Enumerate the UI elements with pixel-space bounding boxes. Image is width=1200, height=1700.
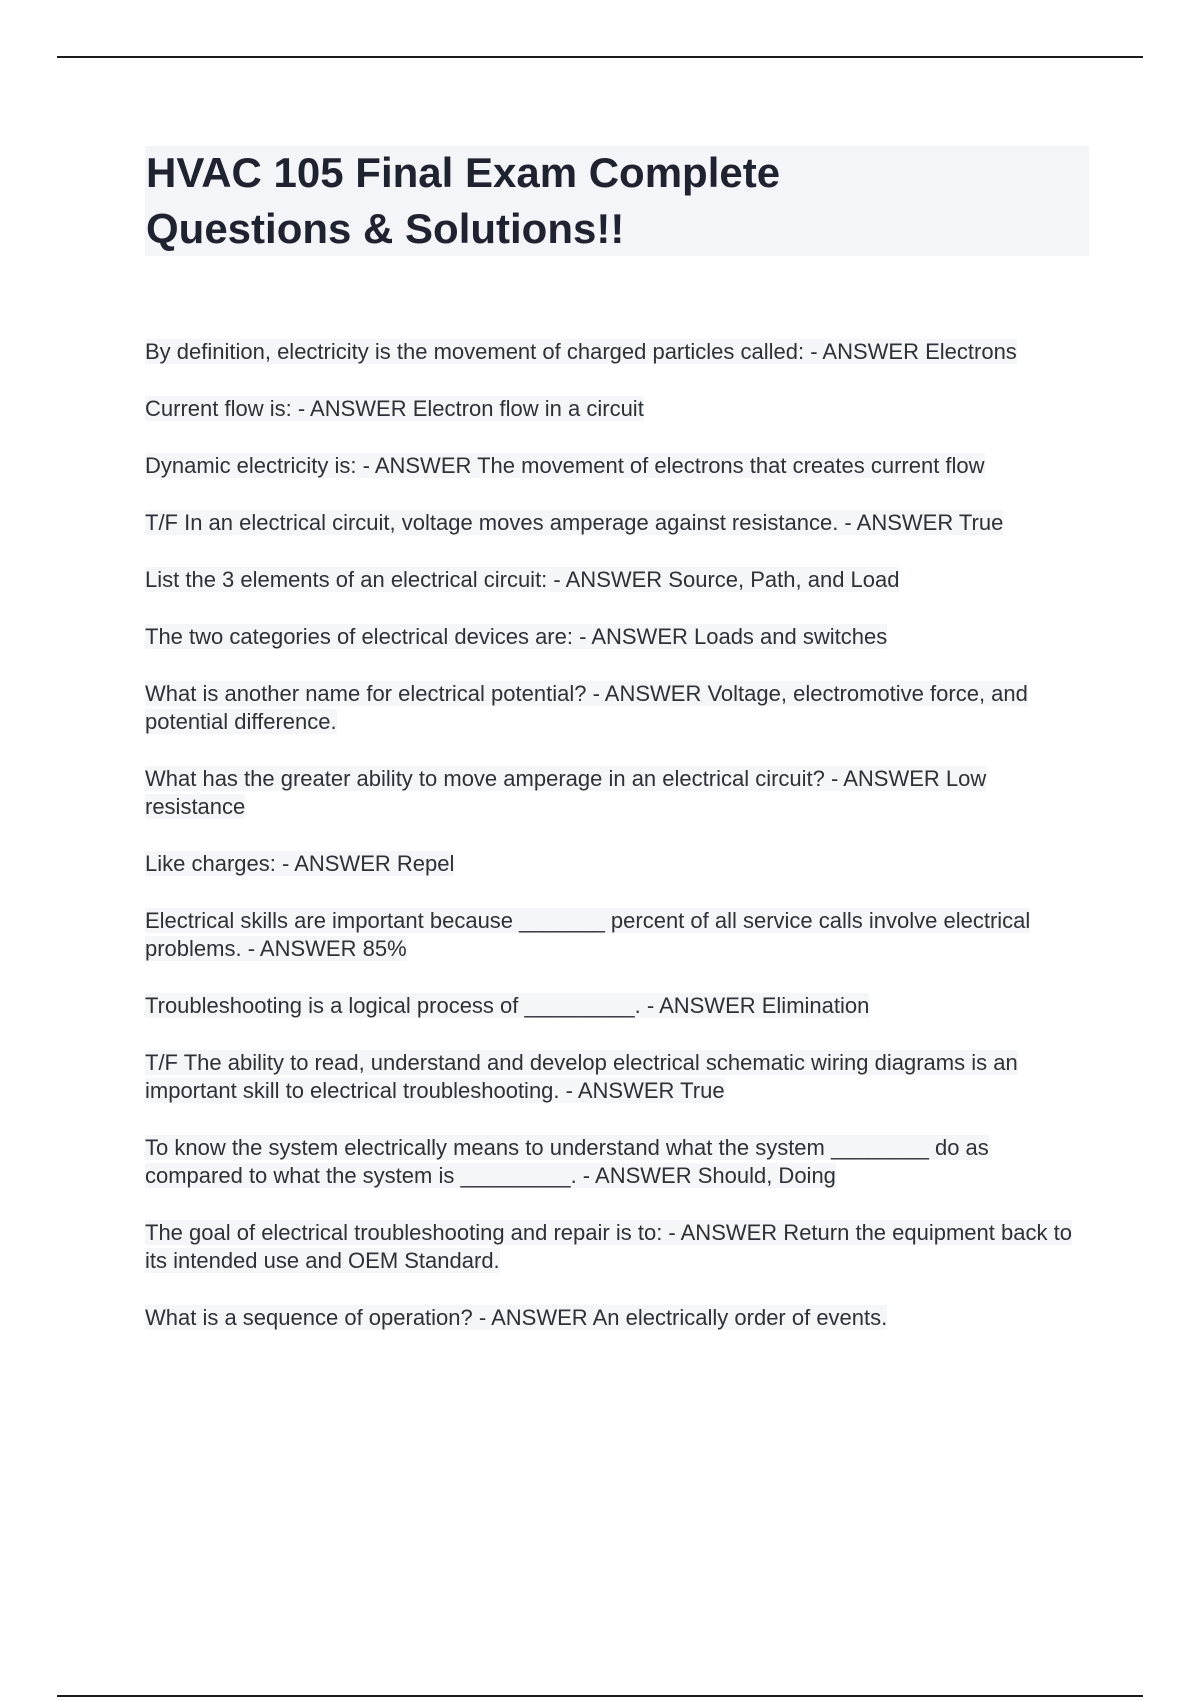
title-line-1: HVAC 105 Final Exam Complete	[146, 149, 781, 196]
bottom-rule	[57, 1695, 1143, 1697]
qa-item: What is another name for electrical potential? - ANSWER Voltage, electromotive force, and potential difference.	[145, 681, 1028, 734]
qa-item: What is a sequence of operation? - ANSWER An electrically order of events.	[145, 1305, 888, 1330]
qa-item: Like charges: - ANSWER Repel	[145, 851, 455, 876]
title-block	[145, 146, 1089, 256]
qa-item: By definition, electricity is the movement of charged particles called: - ANSWER Electrons	[145, 339, 1017, 364]
title-line-2: Questions & Solutions!!	[146, 205, 625, 252]
qa-item: T/F The ability to read, understand and develop electrical schematic wiring diagrams is an important skill to electrical troubleshooting. - ANSWER True	[145, 1050, 1018, 1103]
qa-item: To know the system electrically means to understand what the system ________ do as compared to what the system is _________. - ANSWER Should, Doing	[145, 1135, 989, 1188]
qa-item: Current flow is: - ANSWER Electron flow in a circuit	[145, 396, 644, 421]
qa-item: Electrical skills are important because _______ percent of all service calls involve electrical problems. - ANSWER 85%	[145, 908, 1031, 961]
qa-item: T/F In an electrical circuit, voltage moves amperage against resistance. - ANSWER True	[145, 510, 1004, 535]
qa-list	[145, 338, 1090, 1361]
page-title	[146, 145, 1090, 257]
qa-item: Dynamic electricity is: - ANSWER The movement of electrons that creates current flow	[145, 453, 985, 478]
qa-item: Troubleshooting is a logical process of _________. - ANSWER Elimination	[145, 993, 870, 1018]
qa-item: What has the greater ability to move amperage in an electrical circuit? - ANSWER Low resistance	[145, 766, 987, 819]
qa-item: The two categories of electrical devices are: - ANSWER Loads and switches	[145, 624, 888, 649]
top-rule	[57, 56, 1143, 58]
qa-item: The goal of electrical troubleshooting and repair is to: - ANSWER Return the equipment back to its intended use and OEM Standard.	[145, 1220, 1072, 1273]
qa-item: List the 3 elements of an electrical circuit: - ANSWER Source, Path, and Load	[145, 567, 900, 592]
